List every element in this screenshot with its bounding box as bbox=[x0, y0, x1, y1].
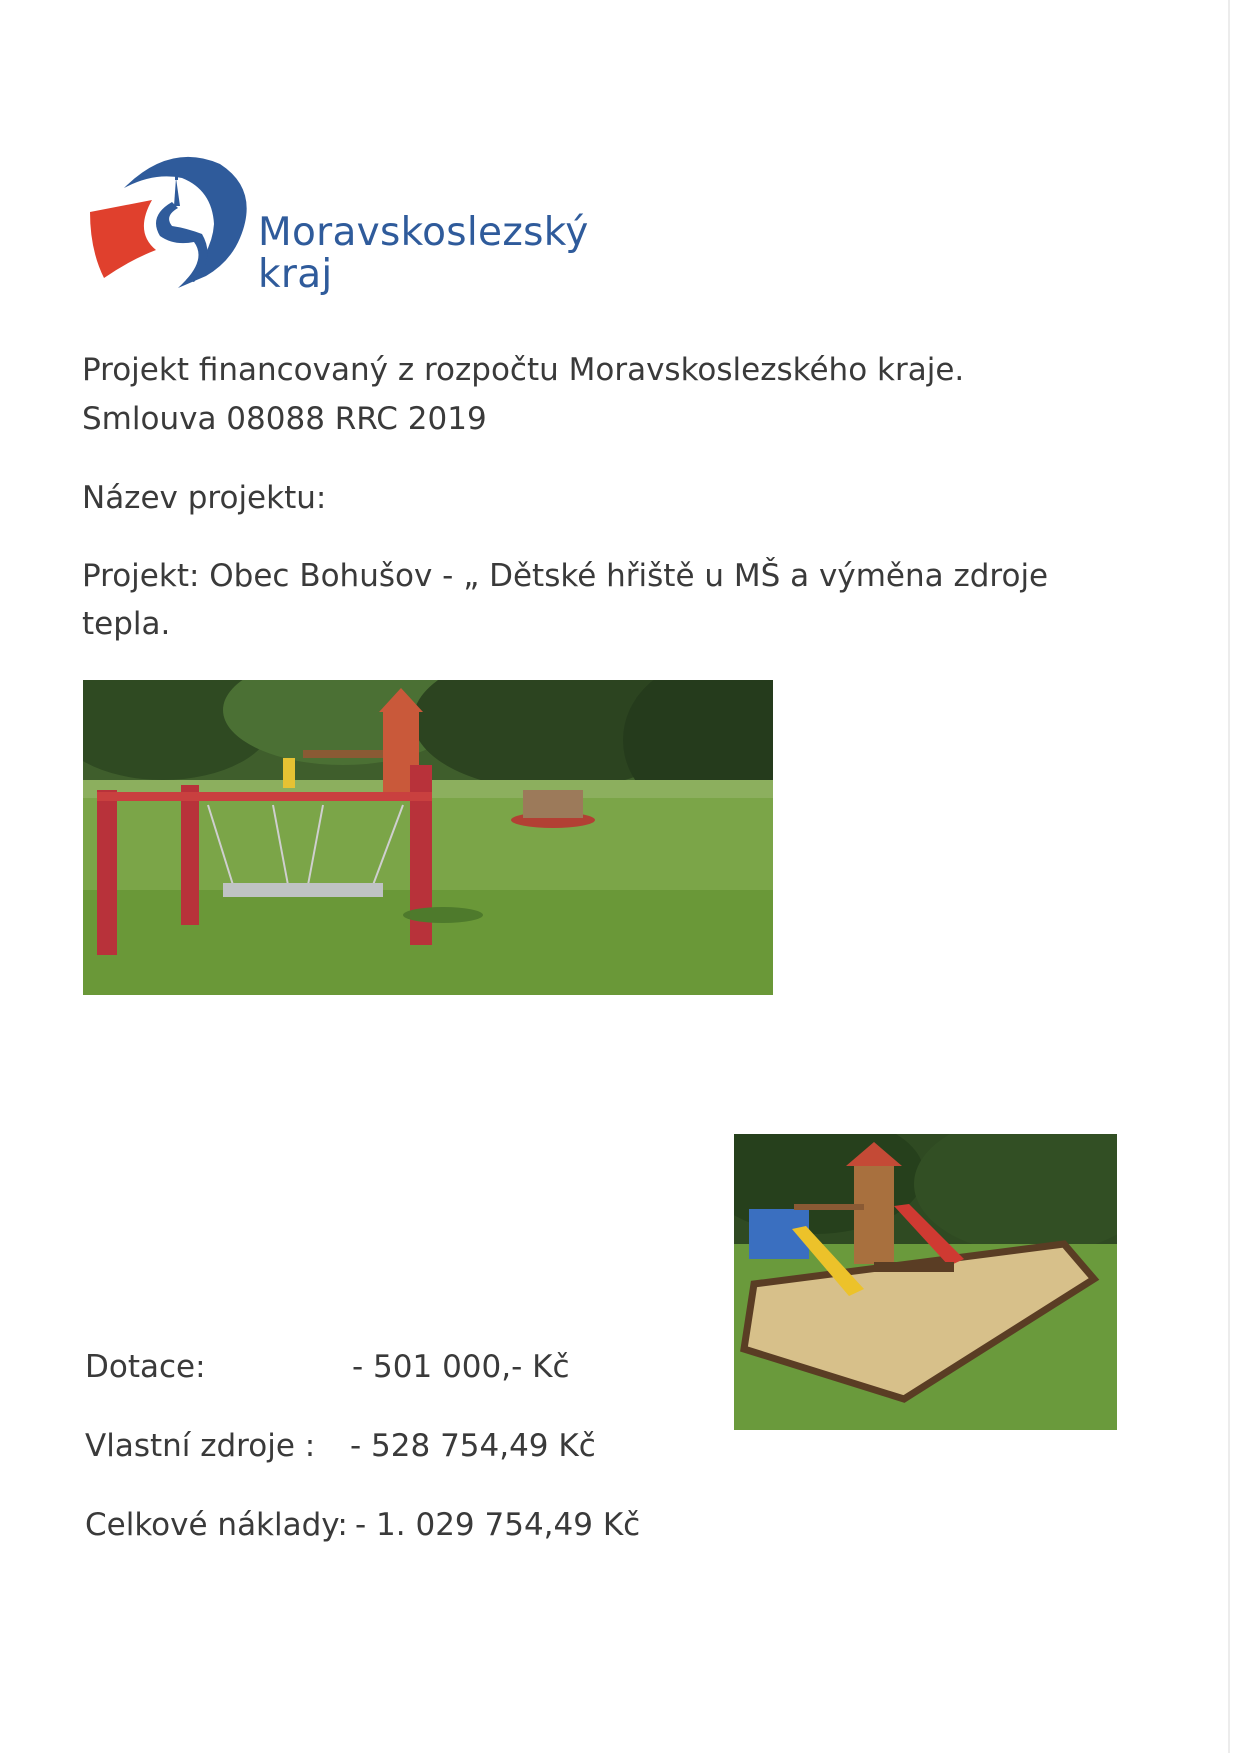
project-heading: Název projektu: bbox=[82, 480, 327, 516]
project-title-line1: Projekt: Obec Bohušov - „ Dětské hřiště u MŠ a výměna zdroje bbox=[82, 558, 1049, 594]
cost-label-dotace: Dotace: bbox=[85, 1349, 206, 1385]
logo-text-line2: kraj bbox=[258, 252, 333, 297]
cost-value-vlastni-zdroje: - 528 754,49 Kč bbox=[350, 1428, 596, 1464]
cost-label-celkove-naklady: Celkové náklady: bbox=[85, 1507, 348, 1543]
cost-label-vlastni-zdroje: Vlastní zdroje : bbox=[85, 1428, 316, 1464]
playground-swing-photo bbox=[83, 680, 773, 995]
playground-sandpit-slide-photo bbox=[734, 1134, 1117, 1430]
moravskoslezsky-kraj-logo-icon bbox=[90, 150, 260, 300]
project-title-line2: tepla. bbox=[82, 606, 171, 642]
cost-value-celkove-naklady: - 1. 029 754,49 Kč bbox=[355, 1507, 641, 1543]
intro-line1: Projekt financovaný z rozpočtu Moravskoslezského kraje. bbox=[82, 352, 965, 388]
intro-line2: Smlouva 08088 RRC 2019 bbox=[82, 401, 487, 437]
scan-edge bbox=[1228, 0, 1230, 1753]
logo-text-line1: Moravskoslezský bbox=[258, 210, 589, 255]
logo-text bbox=[258, 212, 589, 296]
cost-value-dotace: - 501 000,- Kč bbox=[352, 1349, 570, 1385]
